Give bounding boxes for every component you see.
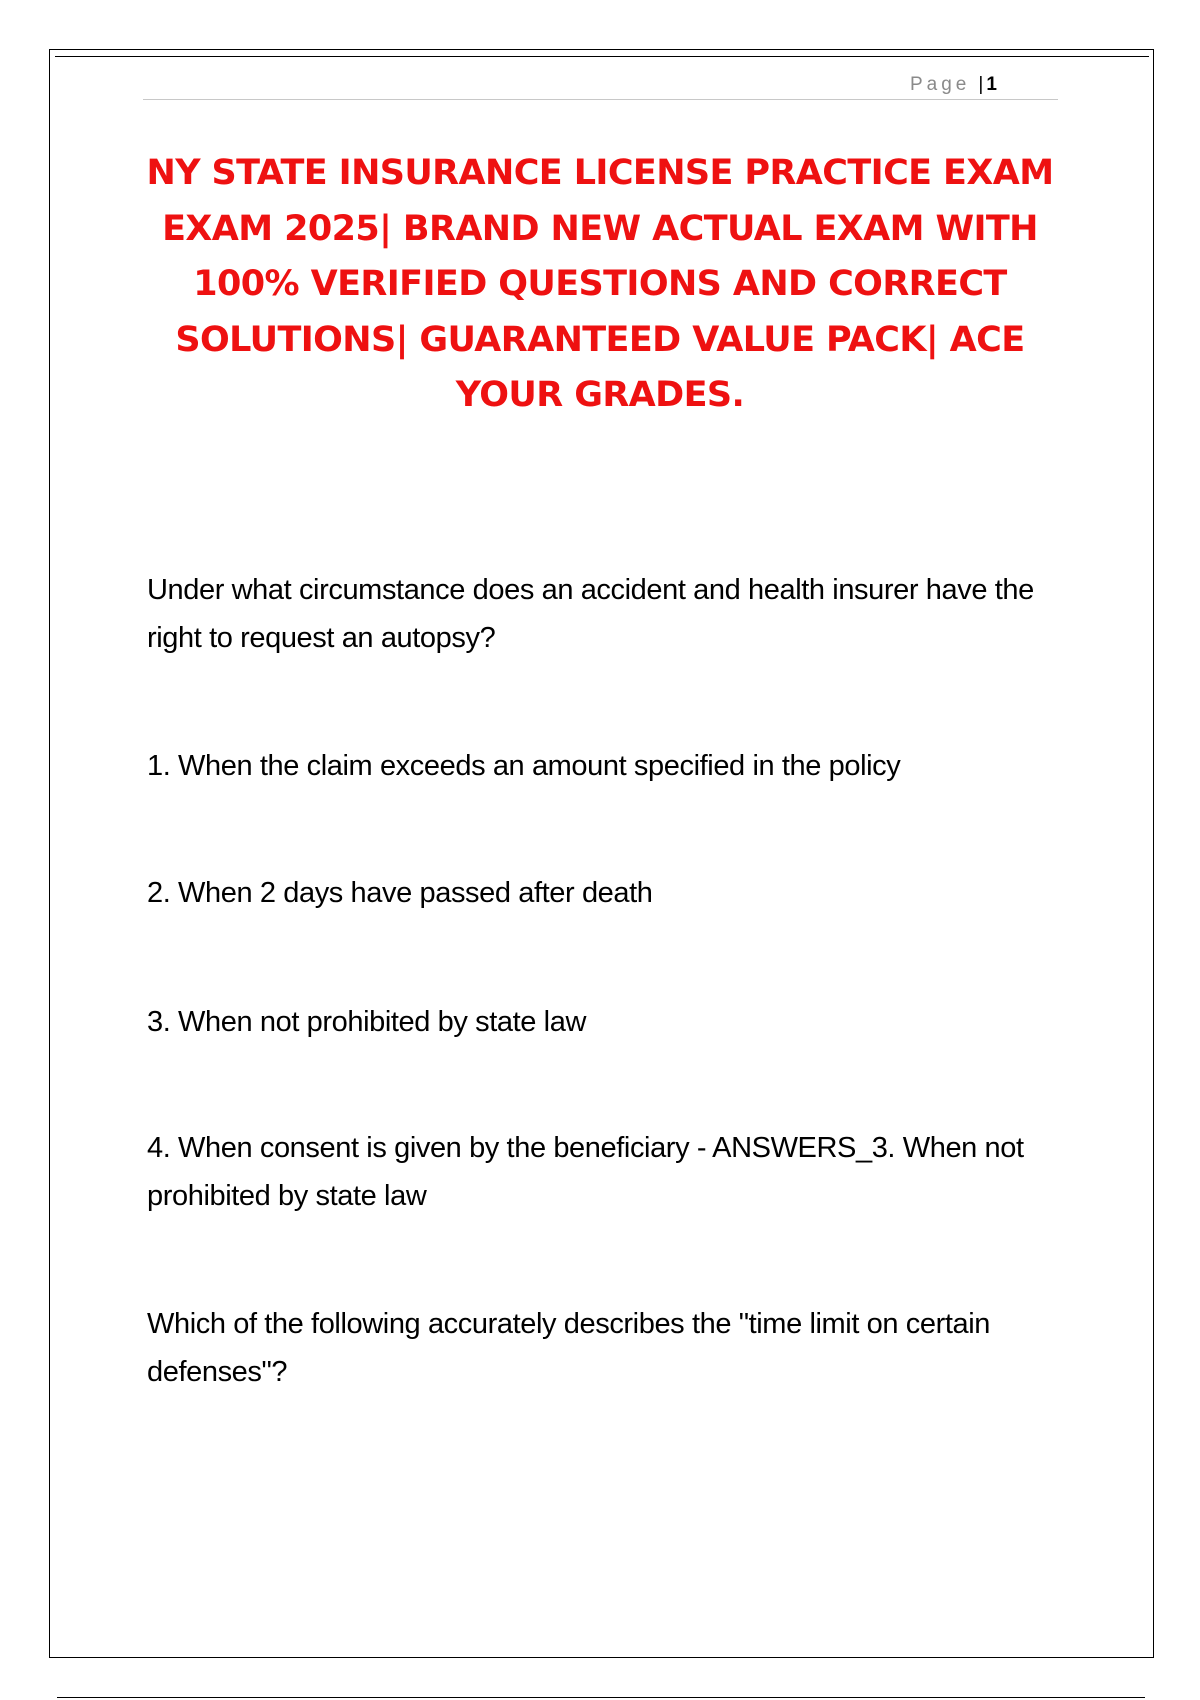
option-3: 3. When not prohibited by state law: [147, 1006, 586, 1038]
question-time-limit: Which of the following accurately describes the "time limit on certain defenses"?: [147, 1308, 991, 1388]
page-label: Page: [910, 74, 971, 95]
option-1: 1. When the claim exceeds an amount specified in the policy: [147, 750, 901, 782]
top-border-rule: [55, 56, 1149, 57]
option-4-with-answer: 4. When consent is given by the beneficiary - ANSWERS_3. When not prohibited by state law: [147, 1132, 1024, 1212]
document-title: NY STATE INSURANCE LICENSE PRACTICE EXAM EXAM 2025| BRAND NEW ACTUAL EXAM WITH 100% VERIFIED QUESTIONS AND CORRECT SOLUTIONS| GUARANTEED VALUE PACK| ACE YOUR GRADES.: [146, 153, 1054, 415]
question-autopsy: Under what circumstance does an accident and health insurer have the right to request an autopsy?: [147, 574, 1034, 654]
page-separator: |: [978, 74, 984, 95]
option-2: 2. When 2 days have passed after death: [147, 877, 653, 909]
page-number: 1: [986, 74, 997, 95]
bottom-border-rule: [57, 1697, 1145, 1698]
header-divider: [143, 99, 1058, 100]
page-number-header: [910, 74, 1060, 96]
